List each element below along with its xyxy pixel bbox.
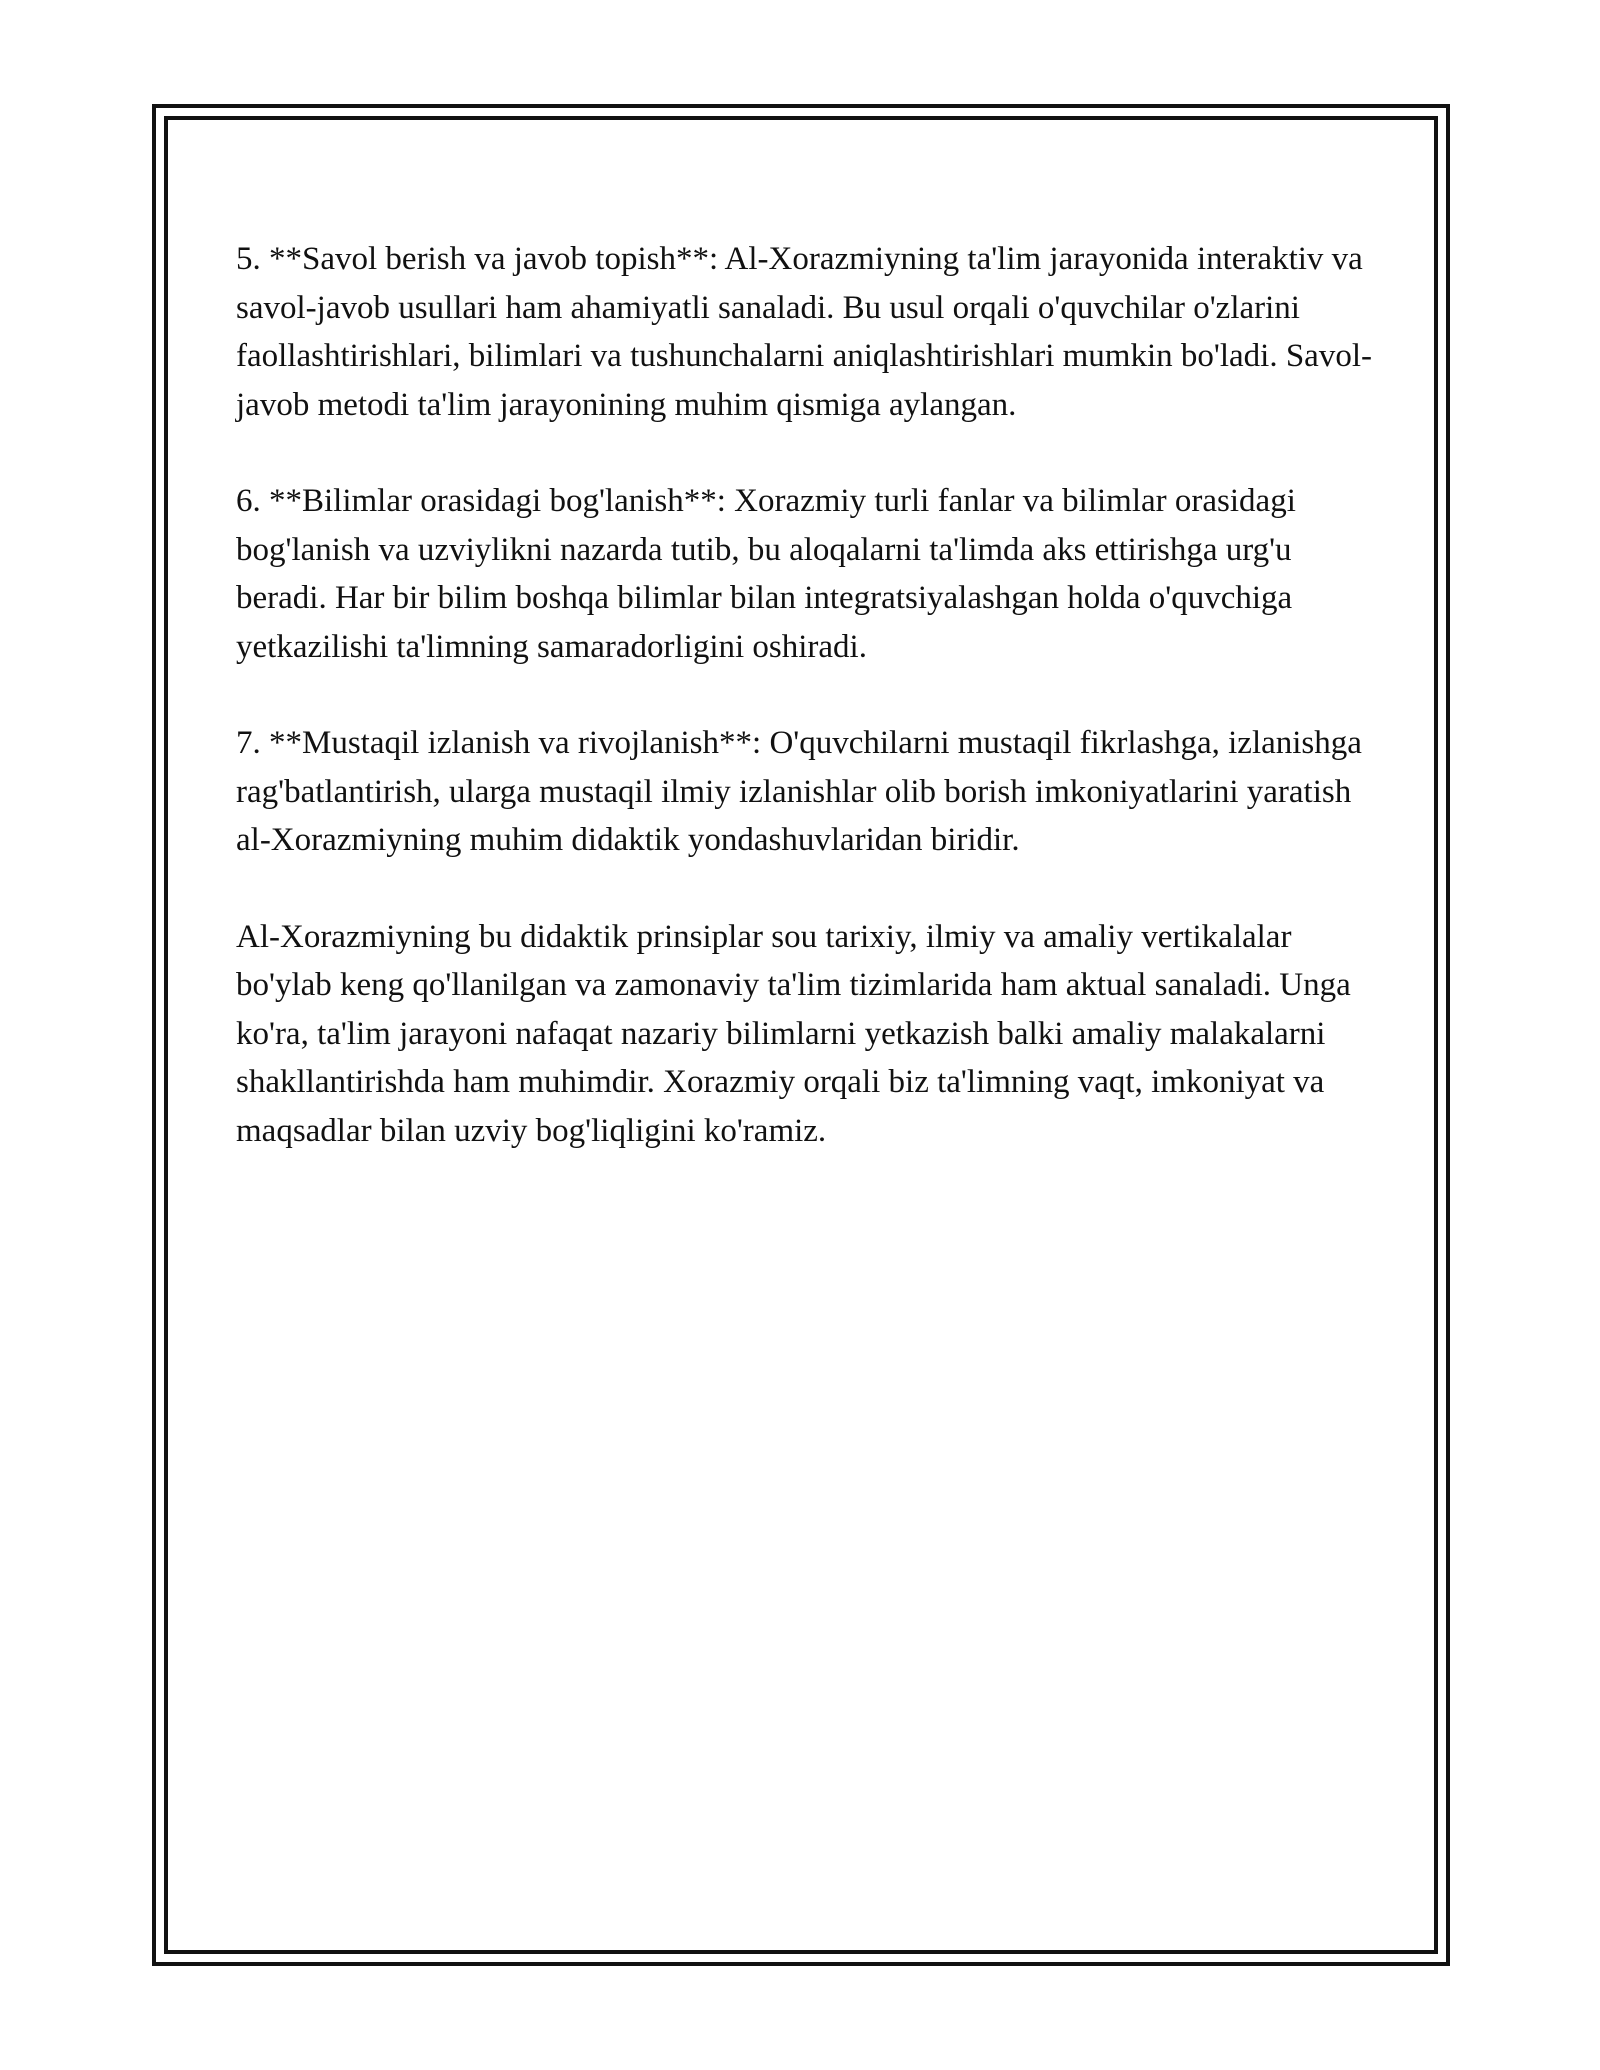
paragraph-conclusion: Al-Xorazmiyning bu didaktik prinsiplar sou tarixiy, ilmiy va amaliy vertikalalar bo'ylab keng qo'llanilgan va zamonaviy ta'lim tizimlarida ham aktual sanaladi. Unga ko'ra, ta'lim jarayoni nafaqat nazariy bilimlarni yetkazish balki amaliy malakalarni shakllantirishda ham muhimdir. Xorazmiy orqali biz ta'limning vaqt, imkoniyat va maqsadlar bilan uzviy bog'liqligini ko'ramiz.	[236, 918, 1351, 1149]
paragraph-6-bilimlar-boglanish: 6. **Bilimlar orasidagi bog'lanish**: Xorazmiy turli fanlar va bilimlar orasidagi bog'lanish va uzviylikni nazarda tutib, bu aloqalarni ta'limda aks ettirishga urg'u beradi. Har bir bilim boshqa bilimlar bilan integratsiyalashgan holda o'quvchiga yetkazilishi ta'limning samaradorligini oshiradi.	[236, 483, 1296, 665]
document-body	[236, 235, 1376, 1203]
paragraph-5-savol-berish: 5. **Savol berish va javob topish**: Al-Xorazmiyning ta'lim jarayonida interaktiv va savol-javob usullari ham ahamiyatli sanaladi. Bu usul orqali o'quvchilar o'zlarini faollashtirishlari, bilimlari va tushunchalarni aniqlashtirishlari mumkin bo'ladi. Savol-javob metodi ta'lim jarayonining muhim qismiga aylangan.	[236, 241, 1372, 423]
paragraph-7-mustaqil-izlanish: 7. **Mustaqil izlanish va rivojlanish**: O'quvchilarni mustaqil fikrlashga, izlanishga rag'batlantirish, ularga mustaqil ilmiy izlanishlar olib borish imkoniyatlarini yaratish al-Xorazmiyning muhim didaktik yondashuvlaridan biridir.	[236, 725, 1362, 858]
